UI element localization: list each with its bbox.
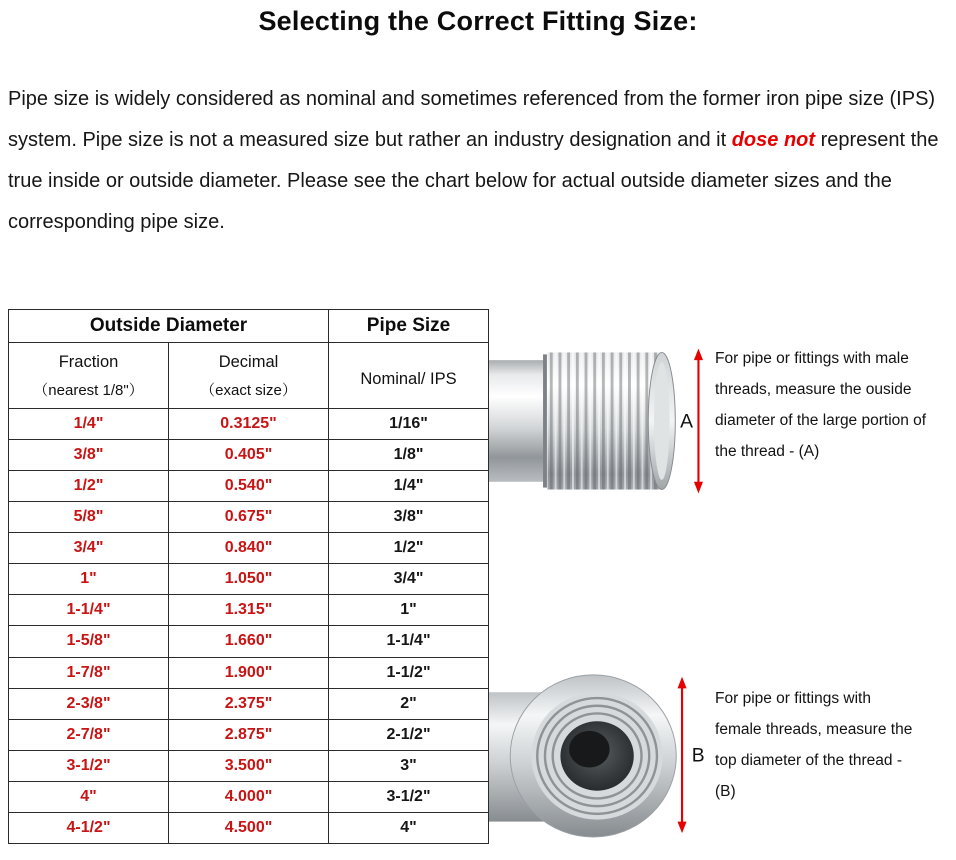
decimal-label: Decimal bbox=[218, 353, 279, 371]
size-table-body bbox=[9, 409, 489, 844]
fraction-cell: 3-1/2" bbox=[9, 750, 169, 781]
size-row bbox=[9, 657, 489, 688]
female-diameter-arrow bbox=[678, 677, 687, 833]
decimal-cell: 0.675" bbox=[169, 502, 329, 533]
intro-text-1: Pipe size is widely considered as nominal and sometimes referenced from the former iron pipe size (IPS) system. Pipe size is not a measured size but rather an industry designation and it bbox=[8, 88, 936, 151]
fraction-cell: 2-7/8" bbox=[9, 719, 169, 750]
nominal-cell: 1" bbox=[329, 595, 489, 626]
nominal-cell: 1-1/4" bbox=[329, 626, 489, 657]
fraction-cell: 1-7/8" bbox=[9, 657, 169, 688]
size-row bbox=[9, 533, 489, 564]
decimal-cell: 2.875" bbox=[169, 719, 329, 750]
page-title: Selecting the Correct Fitting Size: bbox=[258, 6, 698, 36]
female-thread-photo bbox=[489, 665, 711, 844]
nominal-column-header bbox=[329, 343, 489, 409]
male-pipe-art bbox=[489, 352, 675, 489]
fraction-cell: 1-5/8" bbox=[9, 626, 169, 657]
outside-diameter-header: Outside Diameter bbox=[9, 310, 329, 343]
decimal-cell: 4.500" bbox=[169, 812, 329, 843]
fraction-cell: 2-3/8" bbox=[9, 688, 169, 719]
male-thread-caption: For pipe or fittings with male threads, measure the ouside diameter of the large portion of the thread - (A) bbox=[715, 350, 927, 460]
size-row bbox=[9, 502, 489, 533]
nominal-label: Nominal/ IPS bbox=[360, 370, 457, 388]
fraction-label: Fraction bbox=[58, 353, 119, 371]
fraction-cell: 4-1/2" bbox=[9, 812, 169, 843]
nominal-cell: 3/4" bbox=[329, 564, 489, 595]
figures-column bbox=[489, 309, 949, 844]
size-row bbox=[9, 409, 489, 440]
table-group-header-row bbox=[9, 310, 489, 343]
decimal-cell: 1.050" bbox=[169, 564, 329, 595]
fraction-cell: 3/4" bbox=[9, 533, 169, 564]
decimal-column-header bbox=[169, 343, 329, 409]
male-dimension-label: A bbox=[680, 411, 694, 433]
decimal-cell: 1.315" bbox=[169, 595, 329, 626]
decimal-cell: 0.405" bbox=[169, 440, 329, 471]
size-row bbox=[9, 812, 489, 843]
intro-paragraph bbox=[8, 79, 946, 243]
decimal-cell: 0.840" bbox=[169, 533, 329, 564]
size-table bbox=[8, 309, 489, 844]
pipe-size-header: Pipe Size bbox=[329, 310, 489, 343]
size-row bbox=[9, 471, 489, 502]
decimal-cell: 3.500" bbox=[169, 750, 329, 781]
fraction-cell: 1/2" bbox=[9, 471, 169, 502]
male-diameter-arrow bbox=[694, 349, 703, 494]
fraction-cell: 5/8" bbox=[9, 502, 169, 533]
nominal-cell: 1/2" bbox=[329, 533, 489, 564]
size-row bbox=[9, 719, 489, 750]
nominal-cell: 3-1/2" bbox=[329, 781, 489, 812]
nominal-cell: 2-1/2" bbox=[329, 719, 489, 750]
size-row bbox=[9, 626, 489, 657]
decimal-note: （exact size） bbox=[200, 382, 297, 399]
nominal-cell: 3" bbox=[329, 750, 489, 781]
decimal-cell: 0.3125" bbox=[169, 409, 329, 440]
size-row bbox=[9, 440, 489, 471]
dose-not-emphasis: dose not bbox=[731, 129, 816, 151]
size-row bbox=[9, 750, 489, 781]
nominal-cell: 1/4" bbox=[329, 471, 489, 502]
fraction-cell: 1" bbox=[9, 564, 169, 595]
decimal-cell: 2.375" bbox=[169, 688, 329, 719]
male-thread-photo bbox=[489, 331, 711, 510]
nominal-cell: 1/8" bbox=[329, 440, 489, 471]
size-row bbox=[9, 595, 489, 626]
content-row bbox=[0, 309, 956, 844]
decimal-cell: 1.900" bbox=[169, 657, 329, 688]
fraction-note: （nearest 1/8"） bbox=[33, 382, 144, 399]
size-row bbox=[9, 688, 489, 719]
female-thread-figure bbox=[489, 665, 949, 844]
decimal-cell: 1.660" bbox=[169, 626, 329, 657]
size-row bbox=[9, 781, 489, 812]
table-sub-header-row bbox=[9, 343, 489, 409]
decimal-cell: 0.540" bbox=[169, 471, 329, 502]
intro-text-2: represent the true inside or outside diameter. Please see the chart below for actual outside diameter sizes and the corresponding pipe size. bbox=[8, 129, 939, 233]
nominal-cell: 1-1/2" bbox=[329, 657, 489, 688]
fraction-cell: 1-1/4" bbox=[9, 595, 169, 626]
size-row bbox=[9, 564, 489, 595]
female-thread-caption: For pipe or fittings with female threads, measure the top diameter of the thread - (B) bbox=[715, 690, 913, 800]
female-fitting-art bbox=[489, 675, 676, 837]
fraction-cell: 4" bbox=[9, 781, 169, 812]
nominal-cell: 4" bbox=[329, 812, 489, 843]
nominal-cell: 1/16" bbox=[329, 409, 489, 440]
fraction-column-header bbox=[9, 343, 169, 409]
decimal-cell: 4.000" bbox=[169, 781, 329, 812]
fraction-cell: 3/8" bbox=[9, 440, 169, 471]
male-thread-figure bbox=[489, 331, 949, 510]
female-dimension-label: B bbox=[691, 745, 705, 767]
fraction-cell: 1/4" bbox=[9, 409, 169, 440]
nominal-cell: 3/8" bbox=[329, 502, 489, 533]
nominal-cell: 2" bbox=[329, 688, 489, 719]
